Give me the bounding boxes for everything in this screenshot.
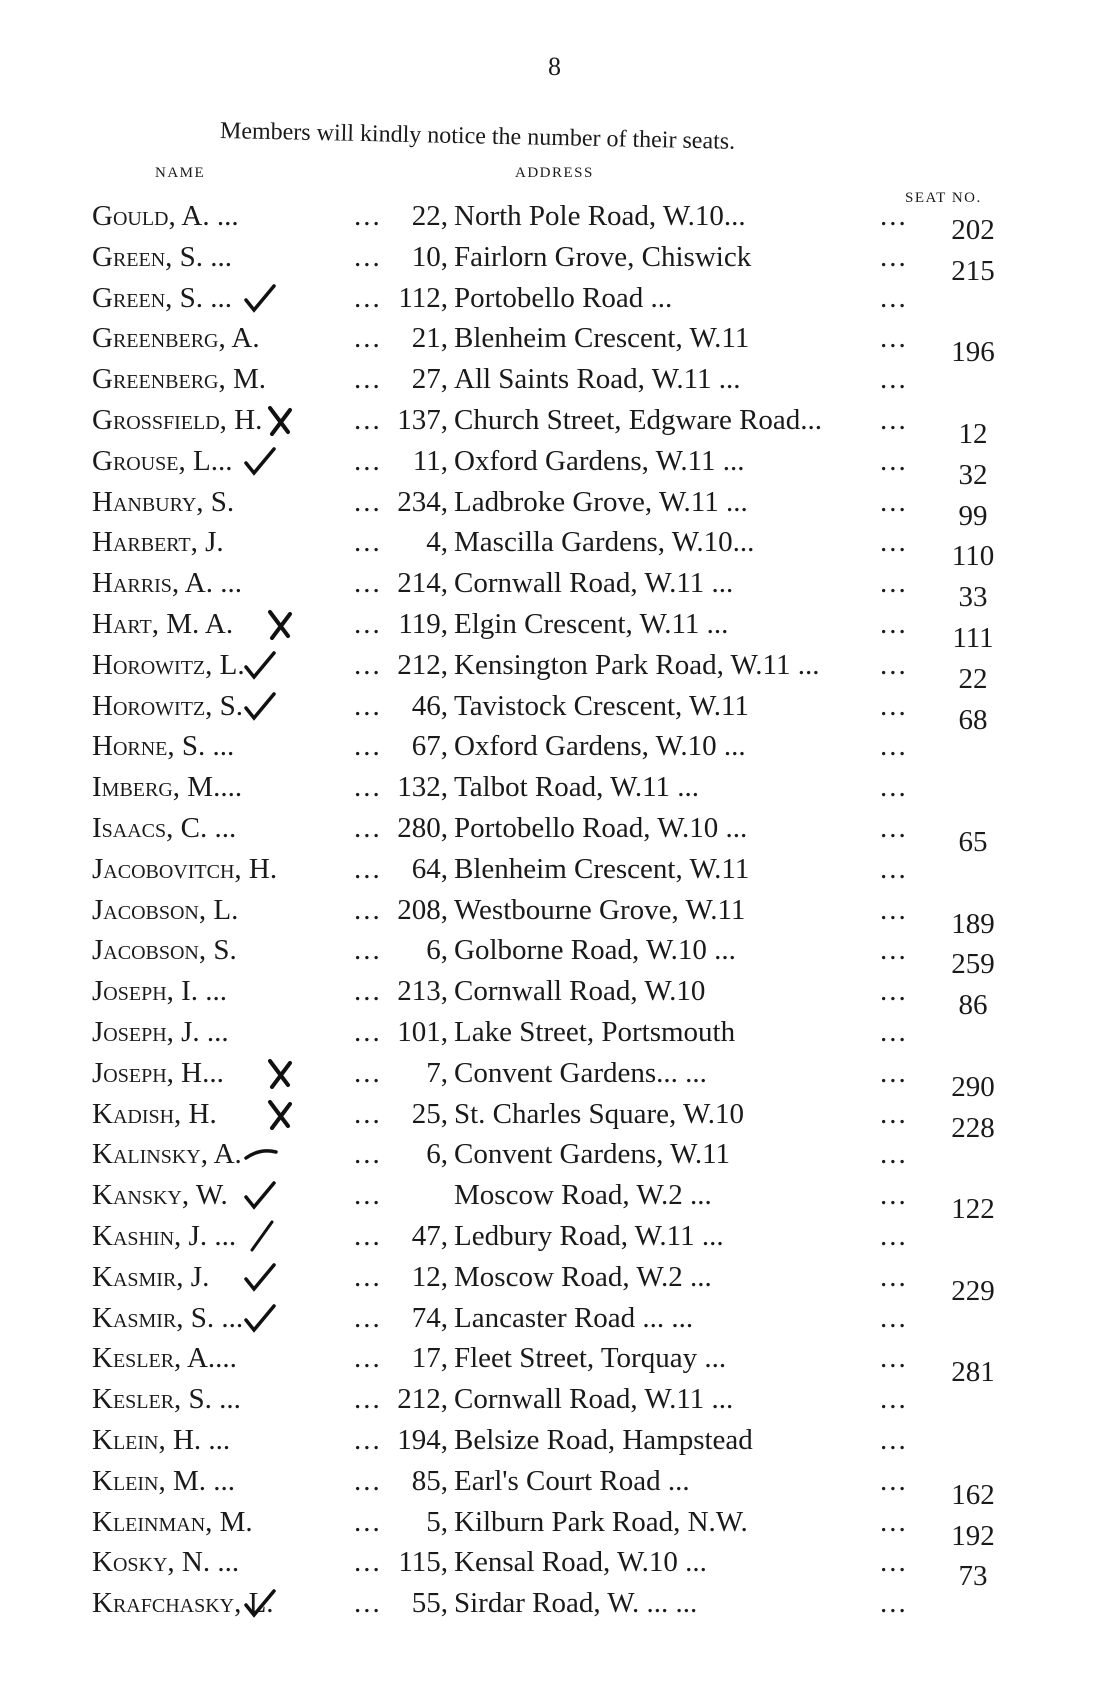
house-number: 67, [411, 730, 448, 763]
seat-number: 228 [951, 1111, 995, 1144]
leader-dots: ... [354, 1505, 382, 1538]
member-name: Jacobovitch, H. [92, 852, 278, 885]
member-row [92, 441, 1092, 491]
member-address [384, 1465, 690, 1498]
leader-dots: ... [354, 771, 382, 804]
member-address [384, 282, 672, 315]
member-row [92, 1175, 1092, 1226]
member-address [384, 404, 822, 437]
member-row [92, 1053, 1092, 1103]
seat-number: 122 [951, 1193, 995, 1226]
member-name: Harris, A. ... [92, 567, 242, 600]
member-row [92, 604, 1092, 654]
house-number: 64, [411, 852, 448, 885]
member-address [384, 608, 728, 641]
member-address [384, 567, 733, 600]
street-name: Westbourne Grove, W.11 [454, 893, 746, 926]
leader-dots: ... [880, 1056, 908, 1089]
member-name: Green, S. ... [92, 281, 233, 314]
street-name: All Saints Road, W.11 ... [454, 363, 741, 396]
street-name: Church Street, Edgware Road... [454, 403, 823, 436]
member-row [92, 1583, 1092, 1624]
leader-dots: ... [354, 1260, 382, 1293]
member-address [384, 322, 749, 355]
member-name: Horowitz, S. [92, 689, 244, 722]
seat-number: 202 [951, 214, 995, 246]
street-name: Lancaster Road ... ... [454, 1301, 694, 1334]
member-address [384, 1546, 707, 1579]
leader-dots: ... [354, 689, 382, 722]
street-name: North Pole Road, W.10... [454, 200, 746, 232]
leader-dots: ... [880, 240, 908, 273]
member-row [92, 1012, 1092, 1053]
member-row [92, 971, 1092, 1022]
member-address [384, 1179, 712, 1212]
house-number: 280, [397, 811, 448, 844]
member-address [384, 486, 748, 519]
member-row [92, 1502, 1092, 1552]
street-name: Kensington Park Road, W.11 ... [454, 648, 820, 681]
street-name: Golborne Road, W.10 ... [454, 934, 736, 967]
member-address [384, 649, 819, 682]
seat-number: 111 [952, 621, 994, 654]
street-name: Talbot Road, W.11 ... [454, 771, 699, 804]
leader-dots: ... [354, 1301, 382, 1334]
cross-mark-icon [262, 1057, 298, 1089]
house-number: 6, [426, 934, 448, 967]
member-list [92, 196, 1092, 1624]
member-name: Kalinsky, A. [92, 1138, 242, 1171]
seat-number: 73 [958, 1560, 988, 1593]
seat-number: 86 [958, 989, 988, 1022]
dash-mark-icon [242, 1138, 278, 1170]
member-name: Kleinman, M. [92, 1505, 253, 1538]
member-row [92, 563, 1092, 614]
leader-dots: ... [880, 852, 908, 885]
check-mark-icon [242, 1302, 278, 1334]
leader-dots: ... [880, 1546, 908, 1579]
street-name: Ledbury Road, W.11 ... [454, 1219, 724, 1252]
seat-number: 12 [958, 417, 988, 450]
member-row [92, 278, 1092, 319]
member-row [92, 1216, 1092, 1257]
leader-dots: ... [354, 363, 382, 396]
house-number: 46, [411, 689, 448, 722]
seat-number: 162 [951, 1478, 995, 1511]
member-name: Grossfield, H. [92, 403, 263, 436]
leader-dots: ... [880, 811, 908, 844]
leader-dots: ... [880, 1383, 908, 1416]
cross-mark-icon [262, 1098, 298, 1130]
member-name: Kasmir, J. [92, 1260, 210, 1293]
member-name: Isaacs, C. ... [92, 811, 237, 844]
seat-number: 290 [951, 1070, 995, 1103]
leader-dots: ... [354, 403, 382, 436]
leader-dots: ... [880, 934, 908, 967]
street-name: Cornwall Road, W.10 [454, 975, 706, 1008]
member-address [384, 241, 751, 274]
member-row [92, 1338, 1092, 1389]
house-number: 6, [426, 1138, 448, 1171]
member-address [384, 1342, 726, 1375]
leader-dots: ... [354, 485, 382, 518]
leader-dots: ... [354, 975, 382, 1008]
check-mark-icon [242, 445, 278, 477]
house-number: 7, [426, 1056, 448, 1089]
member-row [92, 890, 1092, 940]
member-address [384, 200, 746, 233]
member-address [384, 690, 749, 723]
member-address [384, 1057, 707, 1090]
house-number: 119, [398, 607, 448, 640]
page-number: 8 [548, 52, 561, 81]
member-name: Kesler, S. ... [92, 1383, 241, 1416]
leader-dots: ... [880, 1301, 908, 1334]
member-row [92, 726, 1092, 767]
member-name: Klein, M. ... [92, 1464, 236, 1497]
member-address [384, 975, 705, 1008]
leader-dots: ... [880, 975, 908, 1008]
seat-number: 33 [958, 581, 988, 614]
leader-dots: ... [880, 730, 908, 763]
leader-dots: ... [880, 567, 908, 600]
street-name: St. Charles Square, W.10 [454, 1097, 744, 1130]
seat-number: 229 [951, 1274, 995, 1307]
member-name: Kesler, A.... [92, 1342, 237, 1375]
member-row [92, 196, 1092, 246]
member-name: Jacobson, L. [92, 893, 239, 926]
house-number: 22, [411, 200, 448, 232]
member-address [384, 445, 745, 478]
member-address [384, 526, 754, 559]
street-name: Portobello Road, W.10 ... [454, 811, 748, 844]
member-row [92, 522, 1092, 573]
member-name: Kasmir, S. ... [92, 1301, 244, 1334]
street-name: Oxford Gardens, W.10 ... [454, 730, 746, 763]
leader-dots: ... [354, 1219, 382, 1252]
member-name: Horowitz, L. [92, 648, 245, 681]
member-address [384, 1302, 693, 1335]
seat-column-header: SEAT NO. [905, 190, 982, 206]
leader-dots: ... [880, 526, 908, 559]
leader-dots: ... [880, 322, 908, 355]
seat-number: 215 [951, 254, 995, 287]
address-column-header: ADDRESS [515, 165, 594, 181]
member-address [384, 934, 736, 967]
name-column-header: NAME [155, 165, 206, 181]
member-address [384, 363, 741, 396]
leader-dots: ... [354, 1342, 382, 1375]
member-name: Joseph, J. ... [92, 1015, 229, 1048]
member-address [384, 853, 749, 886]
street-name: Earl's Court Road ... [454, 1464, 690, 1497]
house-number: 11, [412, 444, 448, 477]
member-address [384, 1220, 724, 1253]
leader-dots: ... [354, 200, 382, 232]
street-name: Fairlorn Grove, Chiswick [454, 240, 752, 273]
check-mark-icon [242, 1261, 278, 1293]
house-number: 234, [397, 485, 448, 518]
cross-mark-icon [262, 608, 298, 640]
leader-dots: ... [354, 1138, 382, 1171]
member-name: Kansky, W. [92, 1179, 228, 1212]
leader-dots: ... [354, 322, 382, 355]
leader-dots: ... [354, 852, 382, 885]
leader-dots: ... [354, 893, 382, 926]
member-address [384, 730, 746, 763]
seat-number: 22 [958, 662, 988, 695]
member-name: Krafchasky, L. [92, 1587, 274, 1620]
leader-dots: ... [354, 1097, 382, 1130]
member-address [384, 812, 747, 845]
member-name: Jacobson, S. [92, 934, 237, 967]
member-address [384, 1261, 712, 1294]
leader-dots: ... [880, 771, 908, 804]
seat-number: 189 [951, 907, 995, 940]
street-name: Oxford Gardens, W.11 ... [454, 444, 745, 477]
house-number: 137, [397, 403, 448, 436]
house-number: 5, [426, 1505, 448, 1538]
leader-dots: ... [880, 403, 908, 436]
leader-dots: ... [354, 811, 382, 844]
member-address [384, 1424, 753, 1457]
leader-dots: ... [880, 1464, 908, 1497]
street-name: Sirdar Road, W. ... ... [454, 1587, 698, 1620]
street-name: Blenheim Crescent, W.11 [454, 322, 750, 355]
leader-dots: ... [880, 1505, 908, 1538]
house-number: 208, [397, 893, 448, 926]
leader-dots: ... [880, 648, 908, 681]
street-name: Kensal Road, W.10 ... [454, 1546, 707, 1579]
member-address [384, 1506, 748, 1539]
street-name: Blenheim Crescent, W.11 [454, 852, 750, 885]
member-name: Kosky, N. ... [92, 1546, 240, 1579]
street-name: Convent Gardens, W.11 [454, 1138, 731, 1171]
member-name: Greenberg, A. [92, 322, 260, 355]
house-number: 55, [411, 1587, 448, 1620]
member-name: Kadish, H. [92, 1097, 217, 1130]
house-number: 21, [411, 322, 448, 355]
member-name: Gould, A. ... [92, 200, 239, 232]
leader-dots: ... [354, 730, 382, 763]
house-number: 212, [397, 648, 448, 681]
leader-dots: ... [354, 240, 382, 273]
leader-dots: ... [354, 1179, 382, 1212]
member-row [92, 1298, 1092, 1339]
house-number: 17, [411, 1342, 448, 1375]
leader-dots: ... [880, 444, 908, 477]
seat-number: 65 [958, 825, 988, 858]
member-row [92, 1461, 1092, 1511]
leader-dots: ... [880, 363, 908, 396]
street-name: Elgin Crescent, W.11 ... [454, 607, 729, 640]
house-number: 212, [397, 1383, 448, 1416]
house-number: 112, [398, 281, 448, 314]
member-row [92, 930, 1092, 981]
member-name: Hart, M. A. [92, 607, 234, 640]
house-number: 101, [397, 1015, 448, 1048]
slash-mark-icon [242, 1220, 278, 1252]
seat-number: 281 [951, 1356, 995, 1389]
check-mark-icon [242, 690, 278, 722]
seat-number: 110 [951, 540, 995, 573]
leader-dots: ... [880, 1587, 908, 1620]
member-address [384, 1098, 744, 1131]
member-row [92, 1420, 1092, 1461]
leader-dots: ... [880, 1179, 908, 1212]
leader-dots: ... [880, 1015, 908, 1048]
member-name: Greenberg, M. [92, 363, 267, 396]
leader-dots: ... [354, 1546, 382, 1579]
member-row [92, 808, 1092, 858]
member-row [92, 359, 1092, 400]
leader-dots: ... [880, 1342, 908, 1375]
street-name: Moscow Road, W.2 ... [454, 1260, 712, 1293]
street-name: Convent Gardens... ... [454, 1056, 707, 1089]
street-name: Moscow Road, W.2 ... [454, 1179, 712, 1212]
house-number: 213, [397, 975, 448, 1008]
member-name: Joseph, I. ... [92, 975, 228, 1008]
leader-dots: ... [880, 200, 908, 232]
seat-number: 192 [951, 1519, 995, 1552]
seat-number: 196 [951, 336, 995, 369]
member-name: Hanbury, S. [92, 485, 235, 518]
leader-dots: ... [354, 1587, 382, 1620]
street-name: Belsize Road, Hampstead [454, 1423, 753, 1456]
house-number: 115, [398, 1546, 448, 1579]
leader-dots: ... [354, 607, 382, 640]
leader-dots: ... [354, 1015, 382, 1048]
member-row [92, 849, 1092, 890]
member-address [384, 1587, 697, 1620]
house-number: 10, [411, 240, 448, 273]
street-name: Lake Street, Portsmouth [454, 1015, 736, 1048]
leader-dots: ... [354, 1056, 382, 1089]
member-name: Green, S. ... [92, 240, 233, 273]
leader-dots: ... [354, 567, 382, 600]
house-number: 25, [411, 1097, 448, 1130]
house-number: 85, [411, 1464, 448, 1497]
member-name: Horne, S. ... [92, 730, 235, 763]
leader-dots: ... [354, 1383, 382, 1416]
house-number: 214, [397, 567, 448, 600]
street-name: Cornwall Road, W.11 ... [454, 1383, 734, 1416]
street-name: Tavistock Crescent, W.11 [454, 689, 749, 722]
seat-number: 259 [951, 948, 995, 981]
leader-dots: ... [354, 1423, 382, 1456]
leader-dots: ... [354, 526, 382, 559]
check-mark-icon [242, 1587, 278, 1619]
member-address [384, 1016, 735, 1049]
house-number: 12, [411, 1260, 448, 1293]
member-row [92, 645, 1092, 695]
cross-mark-icon [262, 404, 298, 436]
street-name: Mascilla Gardens, W.10... [454, 526, 755, 559]
leader-dots: ... [880, 281, 908, 314]
check-mark-icon [242, 282, 278, 314]
seat-number: 99 [958, 499, 988, 532]
house-number: 132, [397, 771, 448, 804]
member-address [384, 1383, 733, 1416]
member-name: Joseph, H... [92, 1056, 224, 1089]
street-name: Fleet Street, Torquay ... [454, 1342, 727, 1375]
leader-dots: ... [354, 444, 382, 477]
seat-number: 32 [958, 458, 988, 491]
check-mark-icon [242, 1179, 278, 1211]
leader-dots: ... [880, 1423, 908, 1456]
leader-dots: ... [880, 607, 908, 640]
seat-number: 68 [958, 703, 988, 736]
leader-dots: ... [880, 1097, 908, 1130]
member-name: Kashin, J. ... [92, 1219, 237, 1252]
member-row [92, 318, 1092, 369]
leader-dots: ... [354, 648, 382, 681]
house-number: 47, [411, 1219, 448, 1252]
member-name: Klein, H. ... [92, 1423, 231, 1456]
member-row [92, 1094, 1092, 1144]
street-name: Ladbroke Grove, W.11 ... [454, 485, 748, 518]
leader-dots: ... [880, 1138, 908, 1171]
member-row [92, 1379, 1092, 1420]
house-number: 27, [411, 363, 448, 396]
member-name: Imberg, M.... [92, 771, 243, 804]
leader-dots: ... [880, 1260, 908, 1293]
check-mark-icon [242, 649, 278, 681]
member-row [92, 767, 1092, 808]
member-row [92, 686, 1092, 736]
member-address [384, 894, 745, 927]
member-row [92, 1134, 1092, 1175]
leader-dots: ... [354, 1464, 382, 1497]
member-row [92, 400, 1092, 450]
member-row [92, 237, 1092, 287]
member-row [92, 482, 1092, 532]
house-number: 4, [426, 526, 448, 559]
leader-dots: ... [354, 934, 382, 967]
leader-dots: ... [880, 893, 908, 926]
house-number: 194, [397, 1423, 448, 1456]
house-number: 74, [411, 1301, 448, 1334]
street-name: Portobello Road ... [454, 281, 673, 314]
street-name: Cornwall Road, W.11 ... [454, 567, 734, 600]
member-address [384, 771, 699, 804]
leader-dots: ... [880, 689, 908, 722]
member-row [92, 1257, 1092, 1307]
member-name: Harbert, J. [92, 526, 224, 559]
seat-notice: Members will kindly notice the number of their seats. [219, 118, 736, 155]
member-row [92, 1542, 1092, 1593]
street-name: Kilburn Park Road, N.W. [454, 1505, 748, 1538]
leader-dots: ... [354, 281, 382, 314]
leader-dots: ... [880, 1219, 908, 1252]
leader-dots: ... [880, 485, 908, 518]
member-name: Grouse, L... [92, 444, 233, 477]
member-address [384, 1138, 730, 1171]
